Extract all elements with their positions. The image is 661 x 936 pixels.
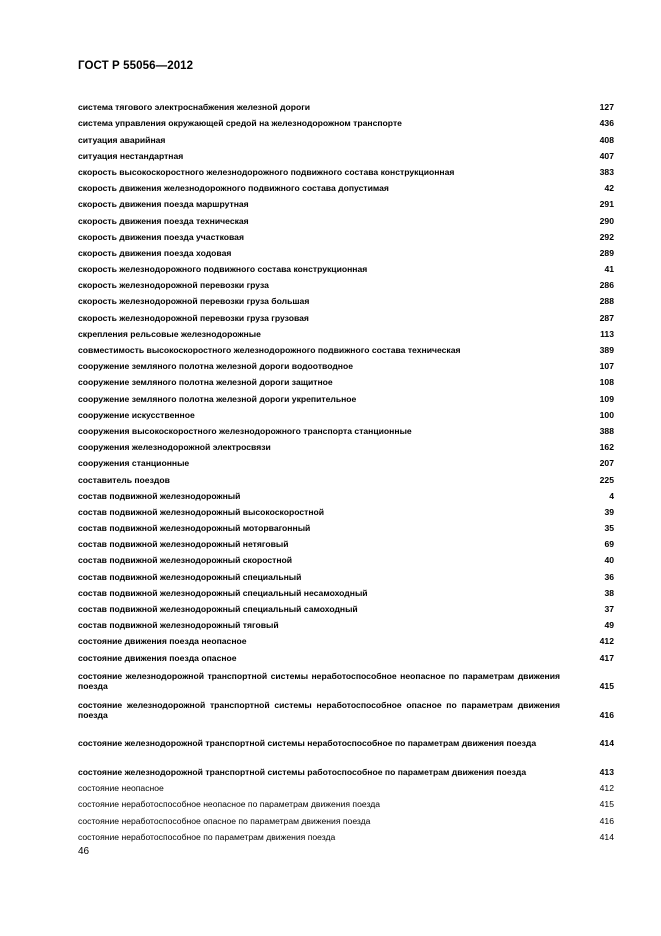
index-page-ref: 412 bbox=[599, 636, 614, 647]
term-index-list bbox=[78, 96, 614, 842]
index-term: состав подвижной железнодорожный высокоскоростной bbox=[78, 506, 325, 517]
index-page-ref: 49 bbox=[604, 620, 614, 631]
index-entry bbox=[78, 193, 614, 209]
index-entry bbox=[78, 242, 614, 258]
index-page-ref: 113 bbox=[600, 328, 614, 339]
index-term: состав подвижной железнодорожный тяговый bbox=[78, 620, 279, 631]
index-page-ref: 4 bbox=[609, 490, 614, 501]
index-entry bbox=[78, 614, 614, 630]
index-term: сооружение земляного полотна железной дороги защитное bbox=[78, 377, 333, 388]
index-entry bbox=[78, 809, 614, 825]
page-number: 46 bbox=[78, 846, 90, 857]
index-term: сооружение земляного полотна железной дороги водоотводное bbox=[78, 361, 354, 372]
index-term: состояние движения поезда опасное bbox=[78, 652, 237, 663]
index-page-ref: 286 bbox=[599, 280, 614, 291]
index-page-ref: 100 bbox=[599, 409, 614, 420]
index-term: состояние неработоспособное по параметрам движения поезда bbox=[78, 831, 336, 842]
index-term: скорость железнодорожной перевозки груза грузовая bbox=[78, 312, 309, 323]
index-page-ref: 225 bbox=[599, 474, 614, 485]
index-entry bbox=[78, 777, 614, 793]
index-page-ref: 287 bbox=[599, 312, 614, 323]
index-term: скорость железнодорожного подвижного состава конструкционная bbox=[78, 264, 368, 275]
index-page-ref: 109 bbox=[599, 393, 614, 404]
index-entry bbox=[78, 161, 614, 177]
index-page-ref: 108 bbox=[599, 377, 614, 388]
index-entry bbox=[78, 387, 614, 403]
index-term: состояние железнодорожной транспортной системы работоспособное по параметрам движения поезда bbox=[78, 766, 527, 777]
index-entry bbox=[78, 323, 614, 339]
index-page-ref: 289 bbox=[599, 247, 614, 258]
index-term: состояние движения поезда неопасное bbox=[78, 636, 247, 647]
index-page-ref: 292 bbox=[599, 231, 614, 242]
index-term: скорость высокоскоростного железнодорожного подвижного состава конструкционная bbox=[78, 166, 455, 177]
index-entry bbox=[78, 501, 614, 517]
index-term: состояние железнодорожной транспортной системы неработоспособное неопасное по параметрам движения поезда bbox=[78, 671, 560, 692]
index-term: состав подвижной железнодорожный моторвагонный bbox=[78, 523, 311, 534]
index-page-ref: 415 bbox=[599, 681, 614, 692]
index-page-ref: 127 bbox=[599, 102, 614, 113]
index-page-ref: 388 bbox=[599, 425, 614, 436]
index-term: скорость железнодорожной перевозки груза bbox=[78, 280, 269, 291]
index-entry bbox=[78, 339, 614, 355]
index-term: система управления окружающей средой на железнодорожном транспорте bbox=[78, 118, 402, 129]
index-term: состав подвижной железнодорожный специальный самоходный bbox=[78, 604, 358, 614]
index-entry bbox=[78, 420, 614, 436]
index-term: состояние железнодорожной транспортной системы неработоспособное опасное по параметрам движения поезда bbox=[78, 699, 560, 720]
index-entry bbox=[78, 565, 614, 581]
index-page-ref: 417 bbox=[599, 652, 614, 663]
index-entry bbox=[78, 436, 614, 452]
index-page-ref: 38 bbox=[604, 587, 614, 598]
index-term: скорость движения поезда ходовая bbox=[78, 247, 232, 258]
index-page-ref: 162 bbox=[599, 442, 614, 453]
index-page-ref: 383 bbox=[599, 166, 614, 177]
index-term: состояние неработоспособное неопасное по параметрам движения поезда bbox=[78, 799, 380, 810]
index-term: состав подвижной железнодорожный специальный bbox=[78, 571, 302, 582]
index-page-ref: 413 bbox=[599, 766, 614, 777]
index-entry bbox=[78, 598, 614, 614]
index-term: скрепления рельсовые железнодорожные bbox=[78, 328, 261, 339]
index-page-ref: 35 bbox=[604, 523, 614, 534]
index-entry bbox=[78, 582, 614, 598]
index-entry bbox=[78, 274, 614, 290]
index-entry bbox=[78, 226, 614, 242]
index-page-ref: 69 bbox=[604, 539, 614, 550]
index-term: состав подвижной железнодорожный нетяговый bbox=[78, 539, 289, 550]
index-term: скорость железнодорожной перевозки груза большая bbox=[78, 296, 310, 307]
index-entry bbox=[78, 630, 614, 646]
index-entry bbox=[78, 549, 614, 565]
index-page-ref: 416 bbox=[599, 815, 614, 826]
index-page-ref: 42 bbox=[604, 183, 614, 194]
index-page-ref: 408 bbox=[599, 134, 614, 145]
index-page-ref: 415 bbox=[599, 799, 614, 810]
index-entry bbox=[78, 290, 614, 306]
index-term: сооружения железнодорожной электросвязи bbox=[78, 442, 271, 453]
index-entry bbox=[78, 209, 614, 225]
index-page-ref: 436 bbox=[599, 118, 614, 129]
index-term: состав подвижной железнодорожный скоростной bbox=[78, 555, 293, 566]
index-page-ref: 36 bbox=[604, 571, 614, 582]
index-entry bbox=[78, 793, 614, 809]
index-page-ref: 389 bbox=[599, 345, 614, 355]
index-page-ref: 37 bbox=[604, 604, 614, 614]
index-term: сооружение искусственное bbox=[78, 409, 195, 420]
index-page-ref: 40 bbox=[604, 555, 614, 566]
index-page-ref: 412 bbox=[599, 783, 614, 794]
index-page-ref: 288 bbox=[599, 296, 614, 307]
index-entry bbox=[78, 720, 614, 749]
index-entry bbox=[78, 371, 614, 387]
index-entry bbox=[78, 826, 614, 842]
index-entry bbox=[78, 177, 614, 193]
index-term: сооружения высокоскоростного железнодорожного транспорта станционные bbox=[78, 425, 412, 436]
index-entry bbox=[78, 663, 614, 692]
index-term: ситуация аварийная bbox=[78, 134, 166, 145]
index-entry bbox=[78, 533, 614, 549]
index-page-ref: 39 bbox=[604, 506, 614, 517]
index-term: скорость движения поезда техническая bbox=[78, 215, 249, 226]
index-page-ref: 107 bbox=[599, 361, 614, 372]
index-term: ситуация нестандартная bbox=[78, 150, 184, 161]
index-entry bbox=[78, 128, 614, 144]
index-page-ref: 291 bbox=[599, 199, 614, 210]
index-entry bbox=[78, 468, 614, 484]
index-entry bbox=[78, 404, 614, 420]
index-term: скорость движения поезда маршрутная bbox=[78, 199, 249, 210]
index-term: сооружения станционные bbox=[78, 458, 190, 469]
index-term: состояние неопасное bbox=[78, 783, 164, 794]
index-entry bbox=[78, 306, 614, 322]
index-entry bbox=[78, 452, 614, 468]
document-header: ГОСТ Р 55056—2012 bbox=[78, 60, 194, 72]
index-term: скорость движения железнодорожного подвижного состава допустимая bbox=[78, 183, 389, 194]
index-entry bbox=[78, 112, 614, 128]
index-page-ref: 290 bbox=[599, 215, 614, 226]
index-entry bbox=[78, 517, 614, 533]
index-term: состояние железнодорожной транспортной системы неработоспособное по параметрам движения поезда bbox=[78, 738, 537, 749]
index-term: состояние неработоспособное опасное по параметрам движения поезда bbox=[78, 815, 371, 826]
index-term: состав подвижной железнодорожный специальный несамоходный bbox=[78, 587, 368, 598]
index-page-ref: 414 bbox=[599, 831, 614, 842]
index-term: скорость движения поезда участковая bbox=[78, 231, 244, 242]
index-entry bbox=[78, 258, 614, 274]
index-page-ref: 407 bbox=[599, 150, 614, 161]
index-page-ref: 414 bbox=[599, 738, 614, 749]
index-entry bbox=[78, 748, 614, 777]
index-page-ref: 41 bbox=[604, 264, 614, 275]
index-term: система тягового электроснабжения железной дороги bbox=[78, 102, 311, 113]
index-page-ref: 207 bbox=[599, 458, 614, 469]
index-term: сооружение земляного полотна железной дороги укрепительное bbox=[78, 393, 357, 404]
index-term: составитель поездов bbox=[78, 474, 170, 485]
index-entry bbox=[78, 96, 614, 112]
index-entry bbox=[78, 691, 614, 720]
index-entry bbox=[78, 355, 614, 371]
index-entry bbox=[78, 485, 614, 501]
index-entry bbox=[78, 145, 614, 161]
index-page-ref: 416 bbox=[599, 709, 614, 720]
index-entry bbox=[78, 646, 614, 662]
index-term: состав подвижной железнодорожный bbox=[78, 490, 241, 501]
index-term: совместимость высокоскоростного железнодорожного подвижного состава техническая bbox=[78, 345, 461, 355]
